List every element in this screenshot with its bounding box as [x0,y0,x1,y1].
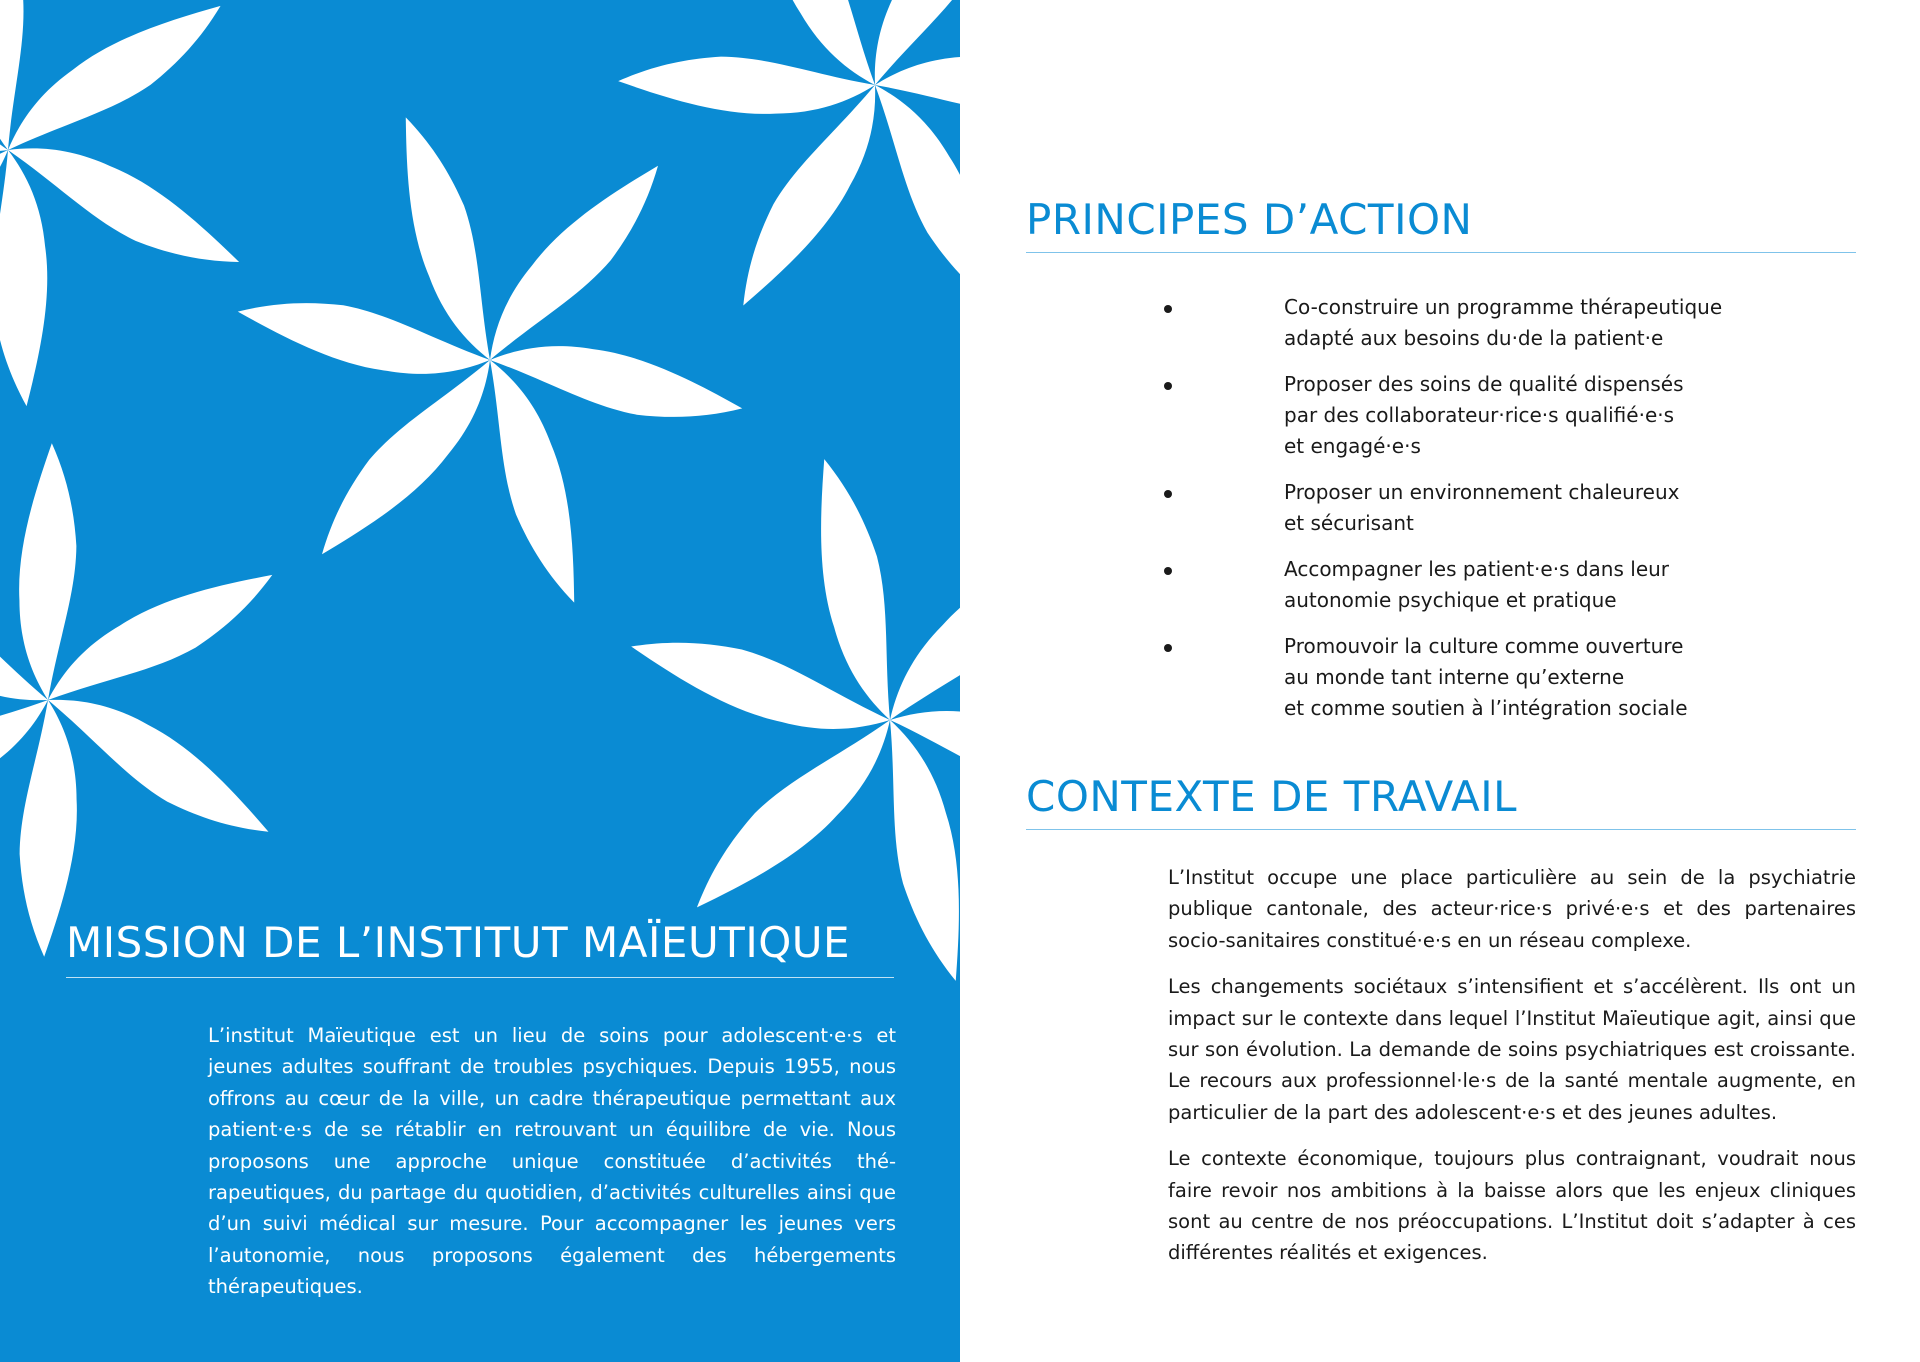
list-item [1164,477,1854,539]
flower-icon [238,117,742,602]
mission-body: L’institut Maïeutique est un lieu de soins pour adolescent·e·s et jeunes adultes souffrant de troubles psychiques. Depuis 1955, nous offrons au cœur de la ville, un cadre thérapeutique permettant aux patient·e·s de se rétablir en retrouvant un équilibre de vie. Nous proposons une approche unique constituée d’activités thérapeutiques, du partage du quotidien, d’activités culturelles ainsi que d’un suivi médical sur mesure. Pour accompagner les jeunes vers l’autonomie, nous proposons également des hébergements thérapeutiques. [208,1024,896,1299]
list-item [1164,631,1854,724]
bullet-icon [1164,305,1172,313]
principle-text: Promouvoir la culture comme ouverture au monde tant interne qu’externe et comme soutien à l’intégration sociale [1284,634,1688,720]
principles-title-rule [1026,252,1856,253]
context-paragraph: Le contexte économique, toujours plus contraignant, voudrait nous faire revoir nos ambitions à la baisse alors que les enjeux cliniques sont au centre de nos préoccupations. L’Institut doit s’adapter à ces différentes réalités et exigences. [1168,1147,1856,1265]
principle-text: Co-construire un programme thérapeutique adapté aux besoins du·de la patient·e [1284,295,1723,350]
principle-text: Proposer des soins de qualité dispensés par des collaborateur·rice·s qualifié·e·s et engagé·e·s [1284,372,1684,458]
principle-text: Proposer un environnement chaleureux et sécurisant [1284,480,1680,535]
context-paragraph: Les changements sociétaux s’intensifient et s’accélèrent. Ils ont un impact sur le contexte dans lequel l’Institut Maïeutique agit, ainsi que sur son évolution. La demande de soins psychiatriques est croissante. Le recours aux professionnel·le·s de la santé mentale augmente, en particulier de la part des adolescent·e·s et des jeunes adultes. [1168,975,1856,1124]
bullet-icon [1164,644,1172,652]
list-item [1164,292,1854,354]
flower-icon [0,0,314,450]
principle-text: Accompagner les patient·e·s dans leur autonomie psychique et pratique [1284,557,1670,612]
mission-title-rule [66,977,894,978]
context-body [1168,862,1856,1284]
context-paragraph: L’Institut occupe une place particulière au sein de la psychiatrie publique cantonale, des acteur·rice·s privé·e·s et des partenaires socio-sanitaires constitué·e·s en un réseau complexe. [1168,866,1856,952]
principles-title: PRINCIPES D’ACTION [1026,195,1473,244]
bullet-icon [1164,382,1172,390]
list-item [1164,369,1854,462]
bullet-icon [1164,490,1172,498]
flower-icon [605,444,960,996]
context-title: CONTEXTE DE TRAVAIL [1026,772,1518,821]
context-title-rule [1026,829,1856,830]
principles-context-page [960,0,1920,1362]
mission-title: MISSION DE L’INSTITUT MAÏEUTIQUE [66,918,851,967]
principles-list [1164,292,1854,739]
bullet-icon [1164,567,1172,575]
list-item [1164,554,1854,616]
